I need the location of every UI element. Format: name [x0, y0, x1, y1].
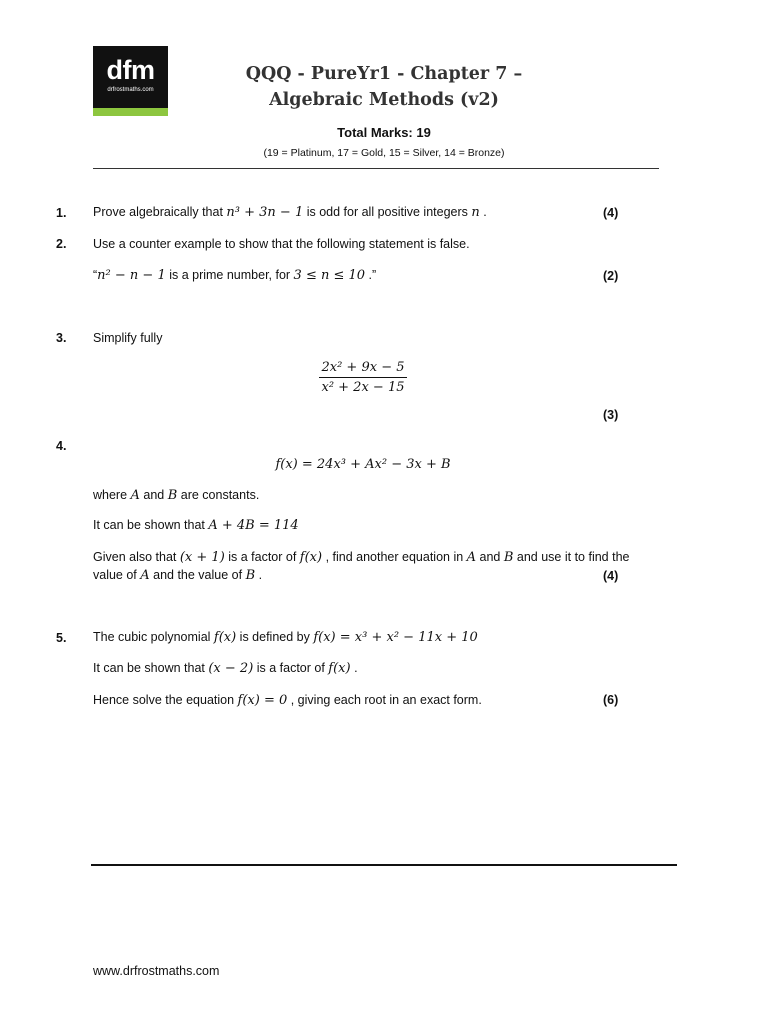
q5-l2-math-a: (x − 2)	[208, 661, 254, 676]
q4-l2-text-a: It can be shown that	[93, 518, 209, 532]
q5-l1-math-b: f(x) = x³ + x² − 11x + 10	[313, 630, 478, 645]
q4-l3-math-b: f(x)	[299, 550, 323, 565]
footer-divider	[91, 864, 677, 866]
question-4-line-4	[93, 568, 262, 583]
dfm-logo	[93, 46, 168, 116]
title-line-2: Algebraic Methods (v2)	[269, 90, 499, 110]
q5-l2-text-c: .	[350, 661, 358, 675]
q4-l1-text-a: where	[93, 488, 131, 502]
q2-text-a: is a prime number, for	[165, 268, 294, 282]
q1-math-expression: n³ + 3n − 1	[226, 205, 304, 220]
total-marks: Total Marks: 19	[337, 125, 431, 140]
header-divider	[93, 168, 659, 169]
q4-l2-math-a: A + 4B = 114	[208, 518, 299, 533]
q1-text-b: is odd for all positive integers	[303, 205, 472, 219]
logo-site-text: drfrostmaths.com	[107, 87, 154, 93]
question-3-fraction	[93, 360, 633, 395]
q5-l2-text-a: It can be shown that	[93, 661, 209, 675]
q1-text-c: .	[479, 205, 487, 219]
question-1-number: 1.	[56, 206, 67, 220]
q5-l3-math-a: f(x) = 0	[237, 693, 288, 708]
q5-l3-text-a: Hence solve the equation	[93, 693, 238, 707]
question-2-line-1: Use a counter example to show that the following statement is false.	[93, 237, 470, 251]
q4-l3-text-d: and	[476, 550, 504, 564]
q4-l4-text-b: and the value of	[149, 568, 246, 582]
q4-l3-math-c: A	[466, 550, 477, 565]
question-4-marks: (4)	[603, 569, 619, 583]
question-3-line-1: Simplify fully	[93, 331, 163, 345]
q4-l3-text-c: , find another equation in	[322, 550, 467, 564]
q4-l4-text-a: value of	[93, 568, 141, 582]
q4-l1-math-a: A	[130, 488, 140, 503]
question-5-line-2	[93, 661, 358, 676]
question-3-number: 3.	[56, 331, 67, 345]
page-title	[200, 61, 568, 113]
q4-l3-math-d: B	[503, 550, 514, 565]
question-2-statement	[93, 268, 376, 283]
q5-l1-text-a: The cubic polynomial	[93, 630, 214, 644]
q2-math-expression: n² − n − 1	[97, 268, 166, 283]
q4-l1-text-c: are constants.	[177, 488, 260, 502]
question-4-line-1	[93, 488, 259, 503]
q3-numerator: 2x² + 9x − 5	[319, 360, 406, 378]
q4-l3-math-a: (x + 1)	[179, 550, 225, 565]
question-1-text	[93, 205, 487, 220]
footer-website[interactable]: www.drfrostmaths.com	[93, 964, 220, 978]
title-line-1: QQQ - PureYr1 - Chapter 7 –	[245, 64, 523, 84]
question-5-line-3	[93, 693, 482, 708]
q2-quote-open: “	[93, 268, 98, 282]
question-4-number: 4.	[56, 439, 67, 453]
logo-green-bar	[93, 108, 168, 116]
logo-brand-text: dfm	[106, 55, 155, 85]
q4-l1-text-b: and	[139, 488, 168, 502]
question-1-marks: (4)	[603, 206, 619, 220]
question-4-line-2	[93, 518, 299, 533]
q3-denominator: x² + 2x − 15	[321, 380, 405, 395]
q4-l1-math-b: B	[167, 488, 178, 503]
question-2-number: 2.	[56, 237, 67, 251]
q1-math-n: n	[471, 205, 480, 220]
q4-l4-text-c: .	[255, 568, 263, 582]
question-5-line-1	[93, 630, 478, 645]
q4-equation: f(x) = 24x³ + Ax² − 3x + B	[275, 457, 451, 472]
q3-fraction-display	[319, 360, 406, 395]
q5-l3-text-b: , giving each root in an exact form.	[287, 693, 482, 707]
grading-thresholds: (19 = Platinum, 17 = Gold, 15 = Silver, 14 = Bronze)	[263, 147, 505, 159]
question-5-number: 5.	[56, 631, 67, 645]
q5-l1-math-a: f(x)	[213, 630, 237, 645]
q4-l3-text-b: is a factor of	[224, 550, 300, 564]
q5-l2-text-b: is a factor of	[253, 661, 329, 675]
q2-math-range: 3 ≤ n ≤ 10	[293, 268, 366, 283]
q1-text-a: Prove algebraically that	[93, 205, 227, 219]
question-5-marks: (6)	[603, 693, 619, 707]
question-2-marks: (2)	[603, 269, 619, 283]
q4-l3-text-e: and use it to find the	[513, 550, 630, 564]
q2-quote-close: .”	[365, 268, 377, 282]
q4-l4-math-a: A	[140, 568, 150, 583]
question-4-line-3	[93, 550, 629, 565]
q4-l4-math-b: B	[245, 568, 256, 583]
q5-l1-text-b: is defined by	[236, 630, 314, 644]
q5-l2-math-b: f(x)	[328, 661, 351, 676]
question-3-marks: (3)	[603, 408, 619, 422]
q4-l3-text-a: Given also that	[93, 550, 180, 564]
